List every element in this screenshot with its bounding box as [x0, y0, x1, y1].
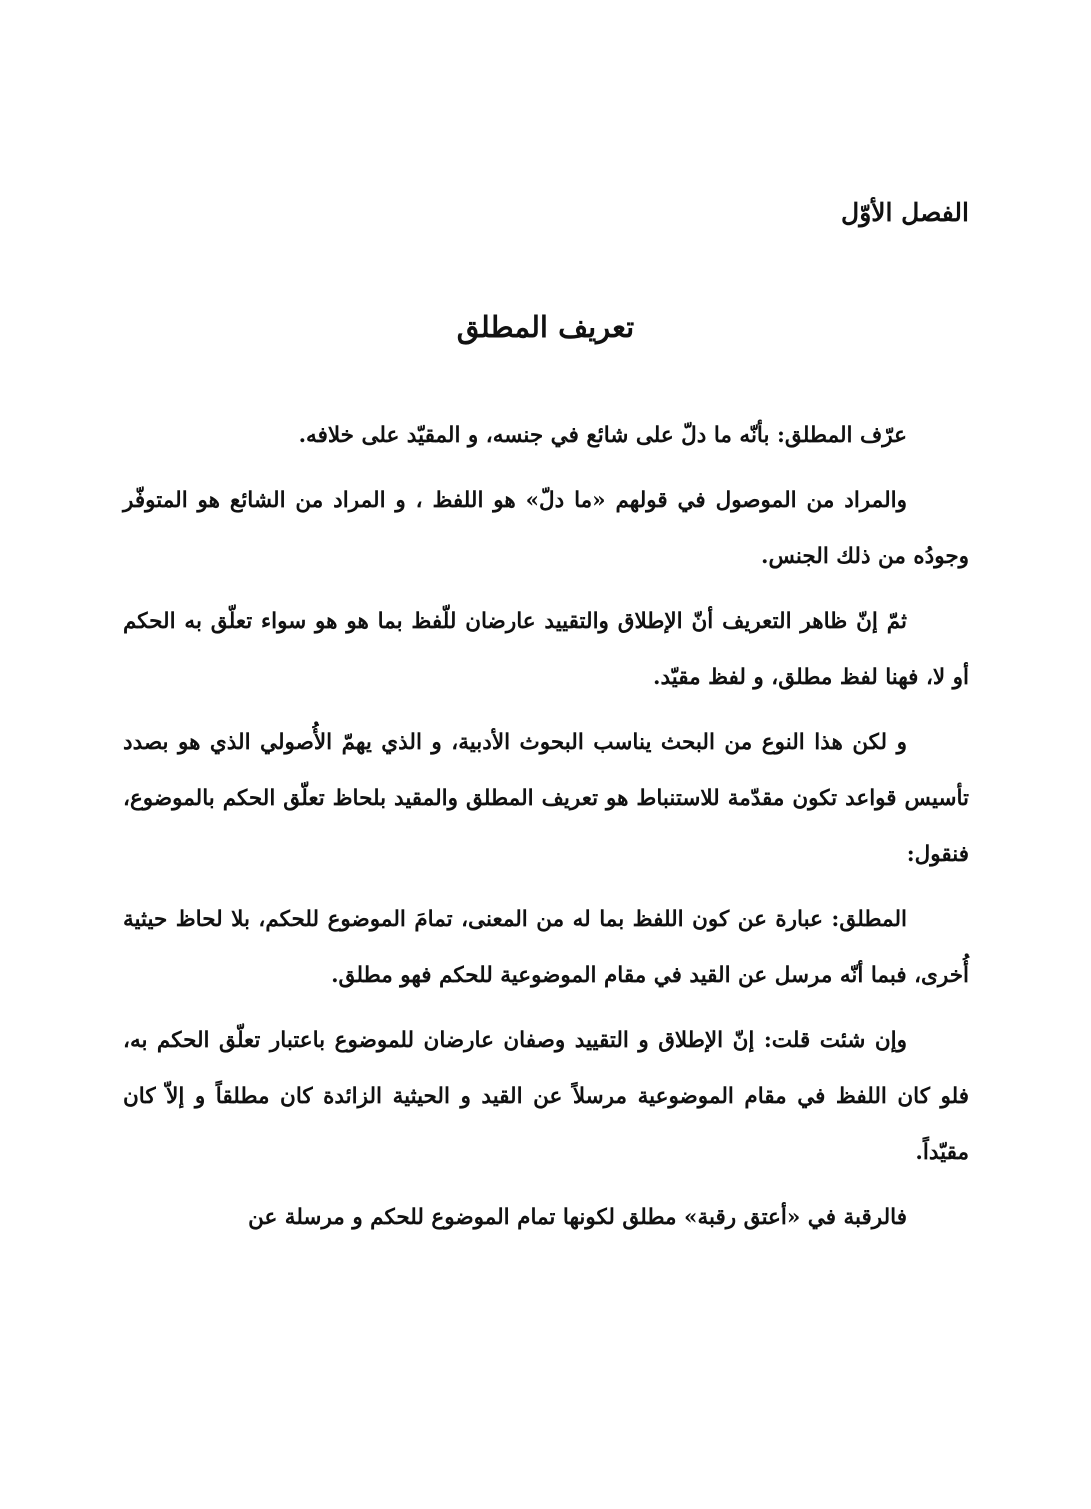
paragraph-meaning: والمراد من الموصول في قولهم «ما دلّ» هو اللفظ ، و المراد من الشائع هو المتوفّر وجودُه من ذلك الجنس. [123, 488, 969, 569]
paragraph-alternative-phrasing: وإن شئت قلت: إنّ الإطلاق و التقييد وصفان عارضان للموضوع باعتبار تعلّق الحكم به، فلو كان اللفظ في مقام الموضوعية مرسلاً عن القيد و الحيثية الزائدة كان مطلقاً و إلاّ كان مقيّداً. [123, 1028, 969, 1165]
body-text [123, 408, 969, 1255]
section-title: تعريف المطلق [456, 310, 635, 344]
paragraph-mutlaq-definition: المطلق: عبارة عن كون اللفظ بما له من المعنى، تمامَ الموضوع للحكم، بلا لحاظ حيثية أُخرى، فبما أنّه مرسل عن القيد في مقام الموضوعية للحكم فهو مطلق. [123, 907, 969, 988]
paragraph-apparent-sense: ثمّ إنّ ظاهر التعريف أنّ الإطلاق والتقييد عارضان للّفظ بما هو هو سواء تعلّق به الحكم أو لا، فهنا لفظ مطلق، و لفظ مقيّد. [123, 609, 969, 690]
paragraph-usuli-view: و لكن هذا النوع من البحث يناسب البحوث الأدبية، و الذي يهمّ الأُصولي الذي هو بصدد تأسيس قواعد تكون مقدّمة للاستنباط هو تعريف المطلق والمقيد بلحاظ تعلّق الحكم بالموضوع، فنقول: [123, 730, 969, 867]
paragraph-definition: عرّف المطلق: بأنّه ما دلّ على شائع في جنسه، و المقيّد على خلافه. [298, 423, 907, 448]
paragraph-example: فالرقبة في «أعتق رقبة» مطلق لكونها تمام الموضوع للحكم و مرسلة عن [248, 1205, 907, 1230]
chapter-heading: الفصل الأوّل [841, 198, 969, 227]
